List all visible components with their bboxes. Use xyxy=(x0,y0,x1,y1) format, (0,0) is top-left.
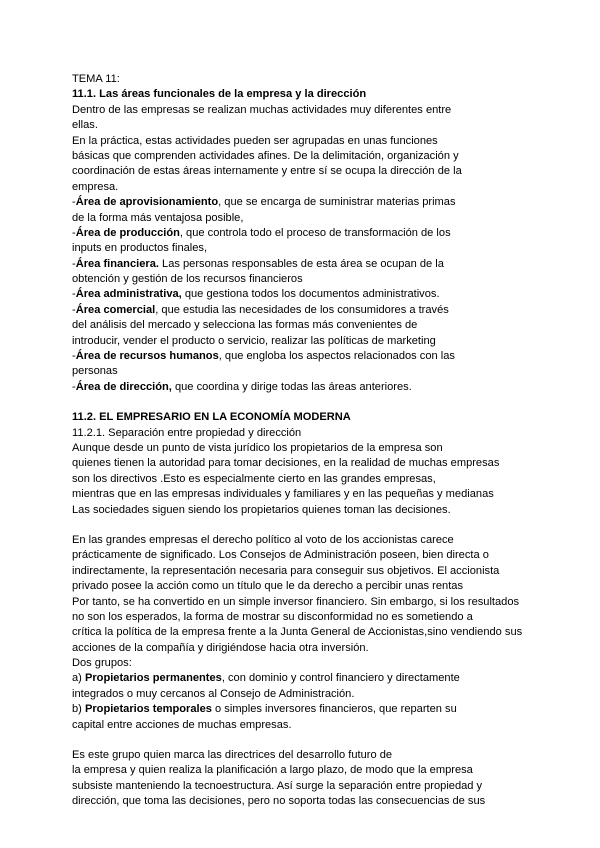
area-item-term: Área financiera. xyxy=(75,257,159,270)
area-item-rest: Las personas responsables de esta área se ocupan de la xyxy=(158,257,444,270)
text-line: En la práctica, estas actividades pueden ser agrupadas en unas funciones xyxy=(72,134,438,147)
text-line: acciones de la compañía y dirigiéndose hacia otra inversión. xyxy=(72,641,369,654)
paragraph-1 xyxy=(72,441,532,518)
section-2-subtitle: 11.2.1. Separación entre propiedad y dirección xyxy=(72,426,302,439)
text-line: Por tanto, se ha convertido en un simple inversor financiero. Sin embargo, si los resultados xyxy=(72,595,520,608)
text-line: dirección, que toma las decisiones, pero no soporta todas las consecuencias de sus xyxy=(72,795,486,808)
text-line: mientras que en las empresas individuales y familiares y en las pequeñas y medianas xyxy=(72,488,494,501)
group-item xyxy=(72,702,532,717)
area-item-continuation: personas xyxy=(72,365,118,378)
area-item-term: Área comercial xyxy=(75,303,156,316)
area-item-prefix: - xyxy=(72,303,76,316)
text-line: Es este grupo quien marca las directrices del desarrollo futuro de xyxy=(72,749,393,762)
area-item-term: Área de producción xyxy=(75,226,180,239)
group-item-continuation: integrados o muy cercanos al Consejo de Administración. xyxy=(72,687,355,700)
groups-intro: Dos grupos: xyxy=(72,657,132,670)
area-item xyxy=(72,349,532,364)
area-item xyxy=(72,380,532,395)
area-item-prefix: - xyxy=(72,350,76,363)
area-item xyxy=(72,303,532,318)
text-line: indirectamente, la representación necesaria para conseguir sus objetivos. El accionista xyxy=(72,564,500,577)
group-item-continuation: capital entre acciones de muchas empresas. xyxy=(72,718,292,731)
area-item-rest: , que estudia las necesidades de los consumidores a través xyxy=(155,303,449,316)
section-2-title: 11.2. EL EMPRESARIO EN LA ECONOMÍA MODERNA xyxy=(72,411,351,424)
area-item-continuation: introducir, vender el producto o servicio, realizar las políticas de marketing xyxy=(72,334,436,347)
text-line: Aunque desde un punto de vista jurídico los propietarios de la empresa son xyxy=(72,441,443,454)
text-line: Las sociedades siguen siendo los propietarios quienes toman las decisiones. xyxy=(72,503,451,516)
area-item xyxy=(72,195,532,210)
area-item-prefix: - xyxy=(72,257,76,270)
paragraph-2 xyxy=(72,533,532,656)
text-line: coordinación de estas áreas internamente y entre sí se ocupa la dirección de la xyxy=(72,165,462,178)
group-item-prefix: a) xyxy=(72,672,85,685)
section-1-intro xyxy=(72,103,532,195)
group-item xyxy=(72,671,532,686)
area-item-prefix: - xyxy=(72,380,76,393)
spacer xyxy=(72,395,532,410)
group-item-rest: o simples inversores financieros, que reparten su xyxy=(211,703,457,716)
text-line: privado posee la acción como un título que le da derecho a percibir unas rentas xyxy=(72,580,463,593)
area-item-rest: , que se encarga de suministrar materias primas xyxy=(218,196,456,209)
text-line: la empresa y quien realiza la planificación a largo plazo, de modo que la empresa xyxy=(72,764,473,777)
area-item-term: Área de recursos humanos xyxy=(75,350,219,363)
text-line: Dentro de las empresas se realizan muchas actividades muy diferentes entre xyxy=(72,103,452,116)
area-item-rest: que gestiona todos los documentos administrativos. xyxy=(181,288,440,301)
group-item-rest: , con dominio y control financiero y directamente xyxy=(221,672,460,685)
tema-label: TEMA 11: xyxy=(72,73,120,85)
text-line: prácticamente de significado. Los Consejos de Administración poseen, bien directa o xyxy=(72,549,489,562)
area-item-continuation: de la forma más ventajosa posible, xyxy=(72,211,244,224)
area-item xyxy=(72,287,532,302)
area-item-term: Área administrativa, xyxy=(75,288,182,301)
group-item-term: Propietarios permanentes xyxy=(84,672,222,685)
text-line: empresa. xyxy=(72,180,119,193)
groups-list xyxy=(72,671,532,733)
area-item-continuation: del análisis del mercado y selecciona las formas más convenientes de xyxy=(72,319,418,332)
area-item-rest: que coordina y dirige todas las áreas anteriores. xyxy=(171,380,412,393)
text-line: quienes tienen la autoridad para tomar decisiones, en la realidad de muchas empresas xyxy=(72,457,500,470)
area-item-continuation: inputs en productos finales, xyxy=(72,242,208,255)
text-line: En las grandes empresas el derecho político al voto de los accionistas carece xyxy=(72,533,454,546)
area-item-prefix: - xyxy=(72,226,76,239)
area-item-prefix: - xyxy=(72,288,76,301)
area-item xyxy=(72,226,532,241)
group-item-term: Propietarios temporales xyxy=(84,703,212,716)
area-item-prefix: - xyxy=(72,196,76,209)
text-line: básicas que comprenden actividades afines. De la delimitación, organización y xyxy=(72,149,459,162)
text-line: subsiste manteniendo la tecnoestructura. Así surge la separación entre propiedad y xyxy=(72,779,483,792)
area-item xyxy=(72,257,532,272)
areas-list xyxy=(72,195,532,395)
area-item-rest: , que controla todo el proceso de transformación de los xyxy=(179,226,451,239)
paragraph-3 xyxy=(72,748,532,810)
area-item-term: Área de dirección, xyxy=(75,380,172,393)
group-item-prefix: b) xyxy=(72,703,85,716)
section-1-title: 11.1. Las áreas funcionales de la empresa y la dirección xyxy=(72,88,367,101)
document-body xyxy=(72,72,532,810)
text-line: ellas. xyxy=(72,119,98,132)
area-item-rest: , que engloba los aspectos relacionados con las xyxy=(218,350,455,363)
text-line: no son los esperados, la forma de mostrar su disconformidad no es sometiendo a xyxy=(72,610,473,623)
area-item-term: Área de aprovisionamiento xyxy=(75,196,219,209)
text-line: son los directivos .Esto es especialmente cierto en las grandes empresas, xyxy=(72,472,436,485)
spacer xyxy=(72,733,532,748)
text-line: crítica la política de la empresa frente a la Junta General de Accionistas,sino vendiendo sus xyxy=(72,626,523,639)
area-item-continuation: obtención y gestión de los recursos financieros xyxy=(72,273,303,286)
spacer xyxy=(72,518,532,533)
